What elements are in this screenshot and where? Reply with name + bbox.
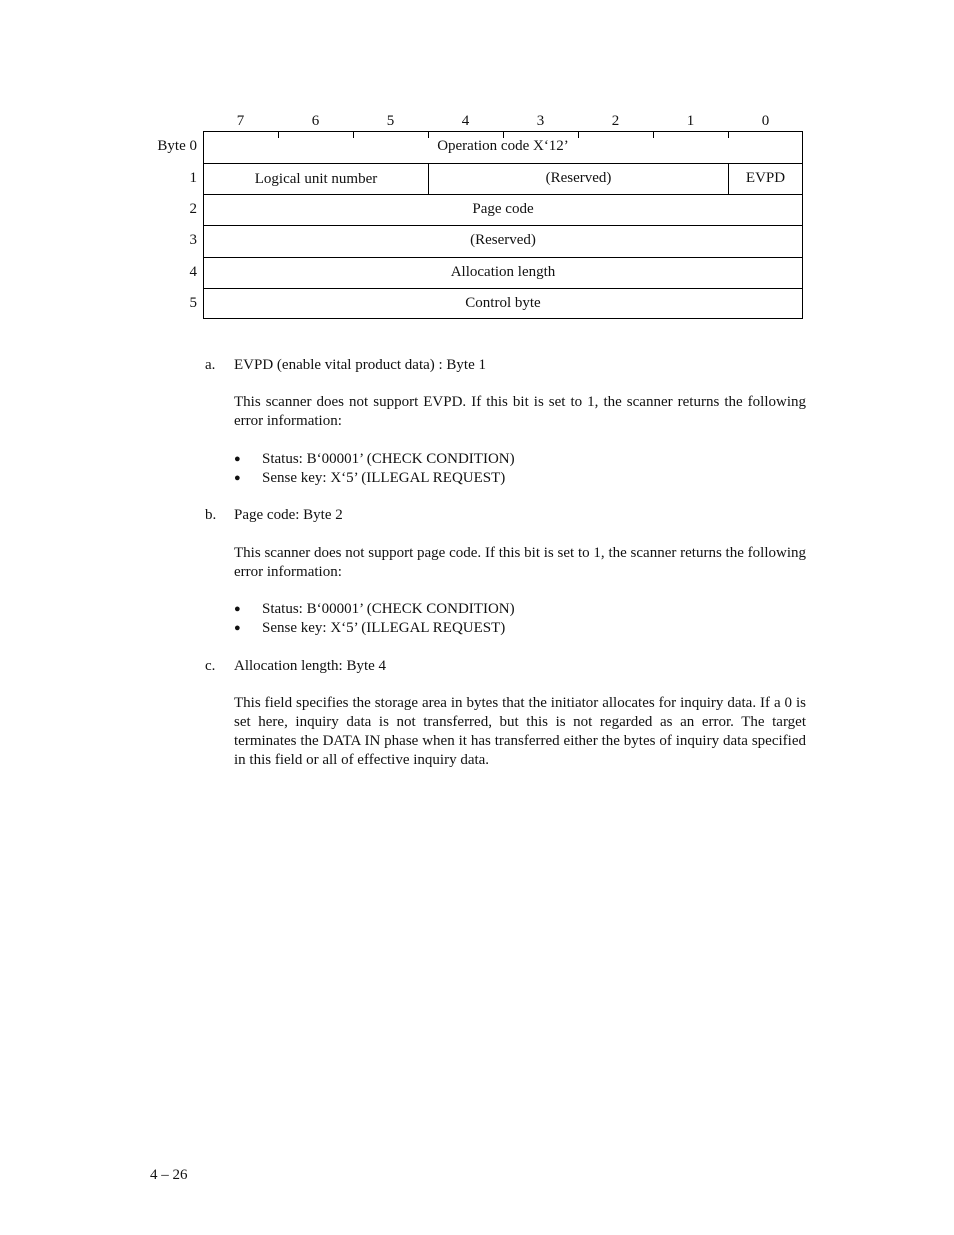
byte-label-1: 1 (189, 170, 197, 186)
bit-header-5: 5 (386, 113, 395, 129)
byte-label-2: 2 (189, 201, 197, 217)
bullet-dot: ● (234, 472, 241, 484)
row-divider (204, 163, 802, 164)
byte-label-4: 4 (189, 264, 197, 280)
row-divider (204, 225, 802, 226)
bit-header-3: 3 (536, 113, 545, 129)
bit-header-2: 2 (611, 113, 620, 129)
operation-code-text: Operation code X‘12’ (437, 138, 569, 154)
section-b-paragraph: This scanner does not support page code. If this bit is set to 1, the scanner returns the following error information: (234, 545, 806, 580)
row-divider (204, 194, 802, 195)
section-a-bullet-2: Sense key: X‘5’ (ILLEGAL REQUEST) (262, 470, 506, 486)
reserved-byte3-cell: (Reserved) (470, 232, 536, 248)
section-c-paragraph: This field specifies the storage area in bytes that the initiator allocates for inquiry data. If a 0 is set here, inquiry data is not transferred, but this is not regarded as an error. The target terminates the DATA IN phase when it has transferred either the bytes of inquiry data specified in this field or all of effective inquiry data. (234, 695, 806, 768)
bit-header-row (203, 112, 803, 130)
page-number: 4 – 26 (150, 1167, 188, 1183)
cdb-table (203, 131, 803, 319)
row-divider (204, 288, 802, 289)
section-a-paragraph: This scanner does not support EVPD. If this bit is set to 1, the scanner returns the following error information: (234, 394, 806, 429)
byte-label-5: 5 (189, 295, 197, 311)
evpd-cell: EVPD (745, 170, 786, 186)
section-b-marker: b. (205, 507, 217, 523)
byte-label-0: Byte 0 (157, 138, 197, 154)
bit-header-7: 7 (236, 113, 245, 129)
page-code-cell: Page code (472, 201, 534, 217)
section-c-marker: c. (205, 658, 216, 674)
bit-header-1: 1 (686, 113, 695, 129)
allocation-length-cell: Allocation length (450, 264, 556, 280)
bullet-dot: ● (234, 622, 241, 634)
row-divider (204, 257, 802, 258)
control-byte-cell: Control byte (465, 295, 541, 311)
section-b-bullet-1: Status: B‘00001’ (CHECK CONDITION) (262, 601, 515, 617)
section-b-bullet-2: Sense key: X‘5’ (ILLEGAL REQUEST) (262, 620, 506, 636)
operation-code-cell (204, 137, 802, 155)
section-c-heading: Allocation length: Byte 4 (234, 658, 387, 674)
bullet-dot: ● (234, 603, 241, 615)
bullet-dot: ● (234, 453, 241, 465)
section-a-marker: a. (205, 357, 216, 373)
bit-header-0: 0 (761, 113, 770, 129)
bit-header-6: 6 (311, 113, 320, 129)
section-a-heading: EVPD (enable vital product data) : Byte 1 (234, 357, 487, 373)
logical-unit-number-cell: Logical unit number (254, 171, 378, 187)
section-a-bullet-1: Status: B‘00001’ (CHECK CONDITION) (262, 451, 515, 467)
byte-label-3: 3 (189, 232, 197, 248)
section-b-heading: Page code: Byte 2 (234, 507, 343, 523)
reserved-byte1-cell: (Reserved) (545, 170, 612, 186)
bit-header-4: 4 (461, 113, 470, 129)
